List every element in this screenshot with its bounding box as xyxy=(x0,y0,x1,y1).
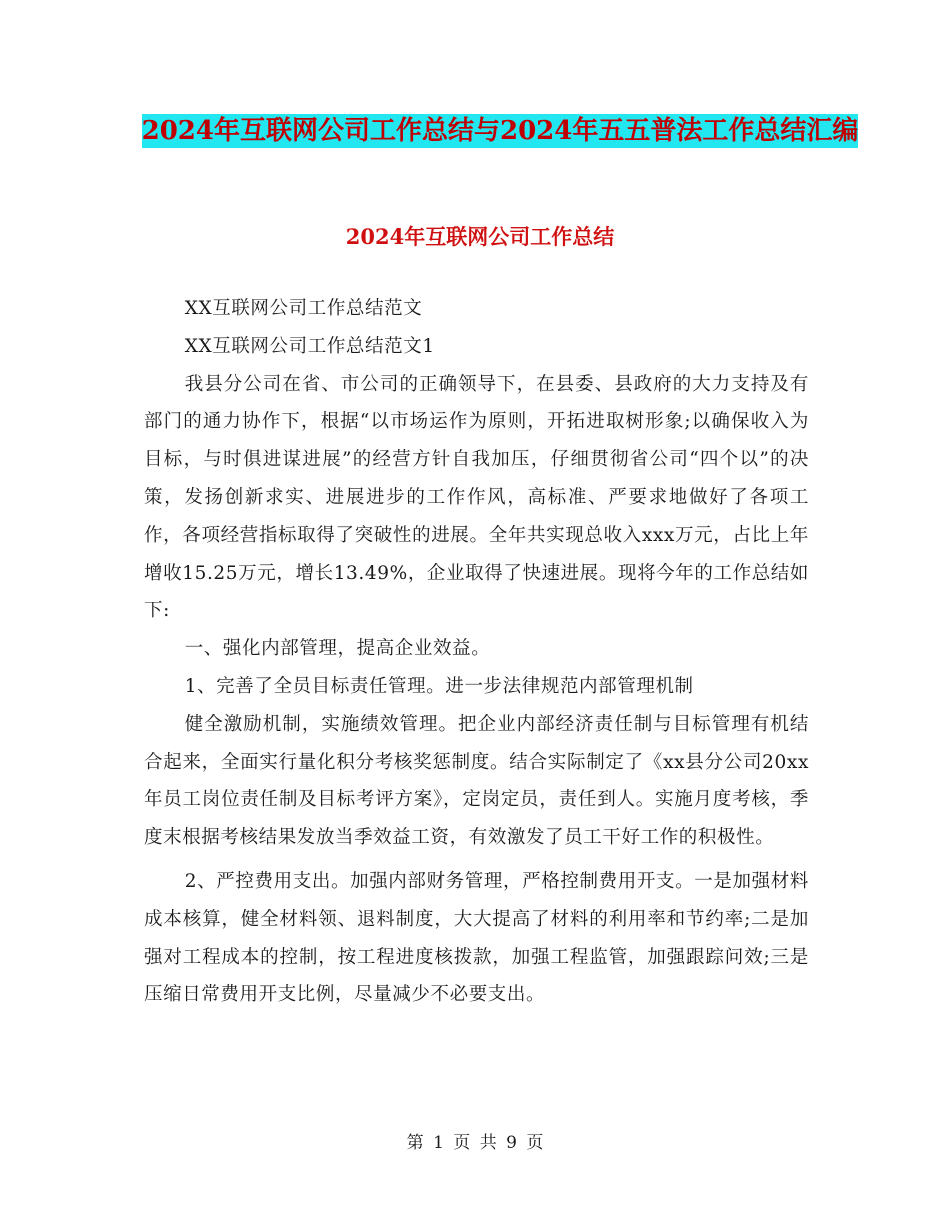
document-title-text: 2024年互联网公司工作总结与2024年五五普法工作总结汇编 xyxy=(141,116,859,146)
document-title xyxy=(140,108,860,154)
paragraph-heading-2: XX互联网公司工作总结范文1 xyxy=(184,335,435,357)
document-body xyxy=(144,290,809,1014)
paragraph-intro: 我县分公司在省、市公司的正确领导下，在县委、县政府的大力支持及有部门的通力协作下，根据“以市场运作为原则，开拓进取树形象;以确保收入为目标，与时俱进谋进展”的经营方针自我加压，仔细贯彻省公司“四个以”的决策，发扬创新求实、进展进步的工作作风，高标准、严要求地做好了各项工作，各项经营指标取得了突破性的进展。全年共实现总收入xxx万元，占比上年增收15.25万元，增长13.49%，企业取得了快速进展。现将今年的工作总结如下: xyxy=(144,373,809,622)
paragraph-item-2: 2、严控费用支出。加强内部财务管理，严格控制费用开支。一是加强材料成本核算，健全材料领、退料制度，大大提高了材料的利用率和节约率;二是加强对工程成本的控制，按工程进度核拨款，加强工程监管，加强跟踪问效;三是压缩日常费用开支比例，尽量减少不必要支出。 xyxy=(144,870,809,1006)
paragraph-item-1: 1、完善了全员目标责任管理。进一步法律规范内部管理机制 xyxy=(184,675,694,697)
paragraph-section-1: 一、强化内部管理，提高企业效益。 xyxy=(184,638,491,660)
page-footer: 第 1 页 共 9 页 xyxy=(406,1133,544,1153)
paragraph-item-1-detail: 健全激励机制，实施绩效管理。把企业内部经济责任制与目标管理有机结合起来，全面实行量化积分考核奖惩制度。结合实际制定了《xx县分公司20xx年员工岗位责任制及目标考评方案》，定岗定员，责任到人。实施月度考核，季度末根据考核结果发放当季效益工资，有效激发了员工干好工作的积极性。 xyxy=(144,713,809,849)
section-title: 2024年互联网公司工作总结 xyxy=(345,224,615,249)
paragraph-heading-1: XX互联网公司工作总结范文 xyxy=(184,298,423,319)
